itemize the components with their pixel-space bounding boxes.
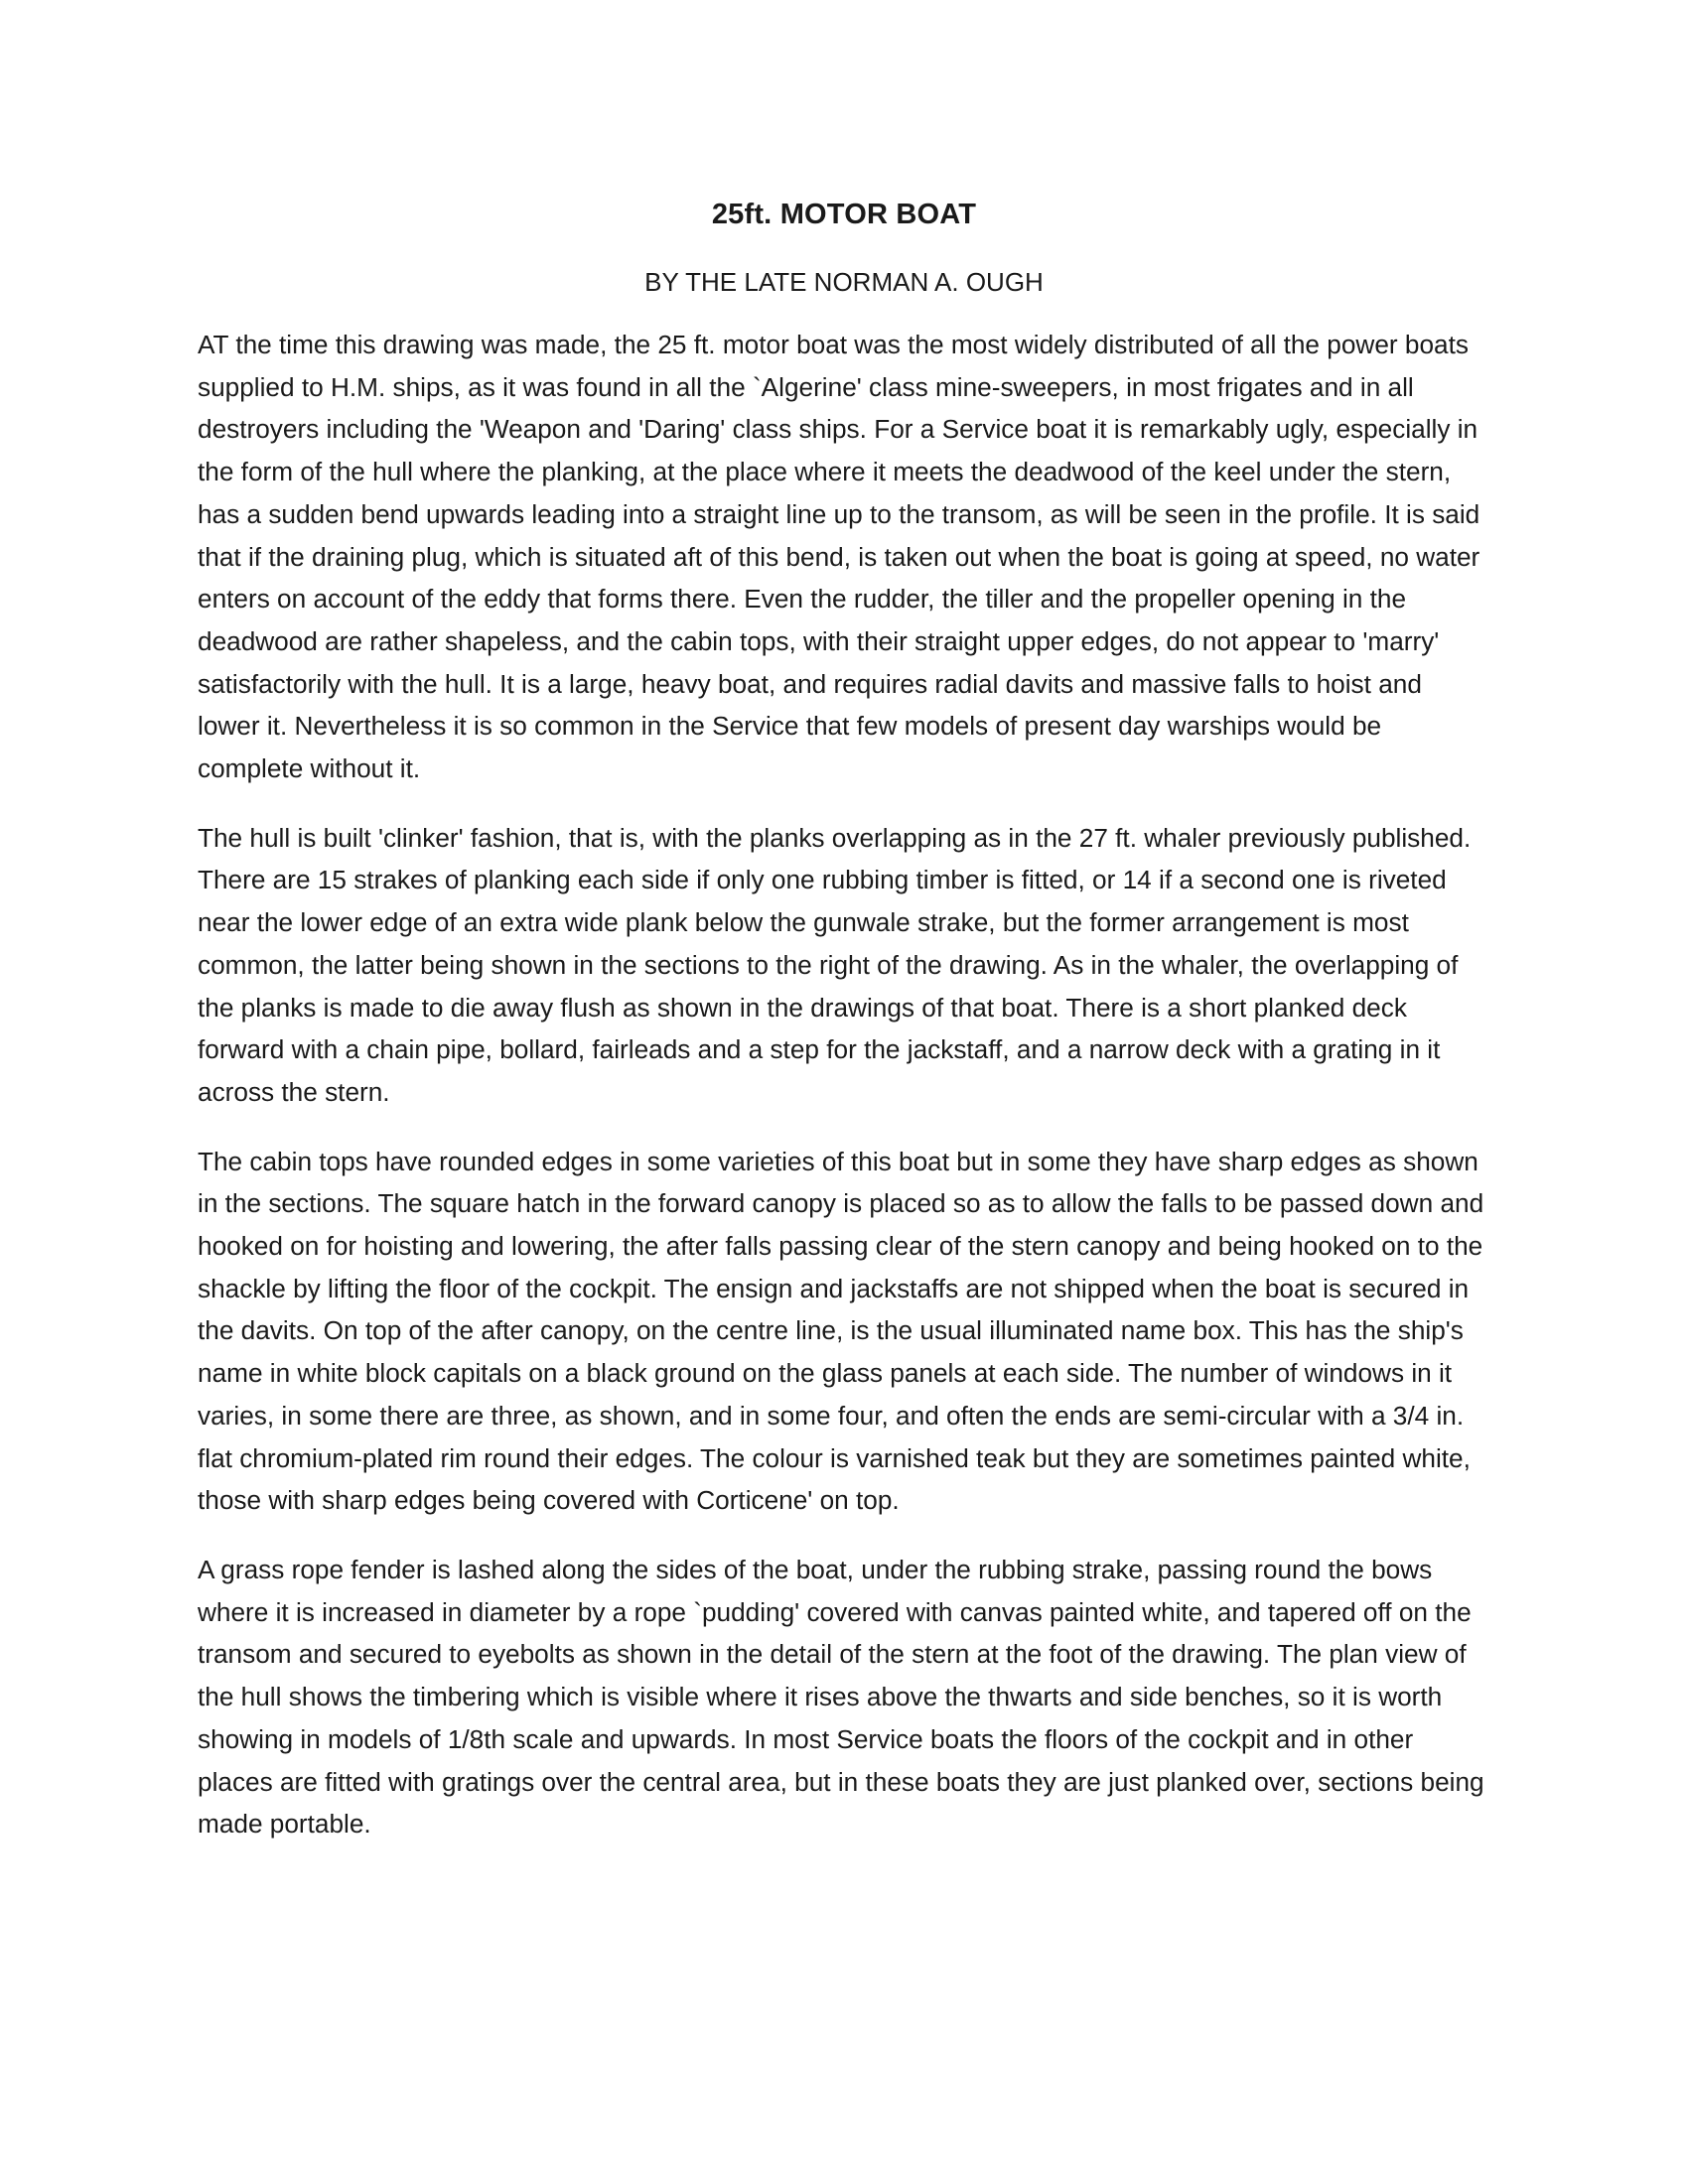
document-byline: BY THE LATE NORMAN A. OUGH (644, 267, 1044, 297)
paragraph: AT the time this drawing was made, the 25 ft. motor boat was the most widely distributed of all the power boats supplied to H.M. ships, as it was found in all the `Algerine' class mine-sweepers, in most frigates and in all destroyers including the 'Weapon and 'Daring' class ships. For a Service boat it is remarkably ugly, especially in the form of the hull where the planking, at the place where it meets the deadwood of the keel under the stern, has a sudden bend upwards leading into a straight line up to the transom, as will be seen in the profile. It is said that if the draining plug, which is situated aft of this bend, is taken out when the boat is going at speed, no water enters on account of the eddy that forms there. Even the rudder, the tiller and the propeller opening in the deadwood are rather shapeless, and the cabin tops, with their straight upper edges, do not appear to 'marry' satisfactorily with the hull. It is a large, heavy boat, and requires radial davits and massive falls to hoist and lower it. Nevertheless it is so common in the Service that few models of present day warships would be complete without it. (198, 330, 1480, 784)
paragraph: The cabin tops have rounded edges in some varieties of this boat but in some they have sharp edges as shown in the sections. The square hatch in the forward canopy is placed so as to allow the falls to be passed down and hooked on for hoisting and lowering, the after falls passing clear of the stern canopy and being hooked on to the shackle by lifting the floor of the cockpit. The ensign and jackstaffs are not shipped when the boat is secured in the davits. On top of the after canopy, on the centre line, is the usual illuminated name box. This has the ship's name in white block capitals on a black ground on the glass panels at each side. The number of windows in it varies, in some there are three, as shown, and in some four, and often the ends are semi-circular with a 3/4 in. flat chromium-plated rim round their edges. The colour is varnished teak but they are sometimes painted white, those with sharp edges being covered with Corticene' on top. (198, 1146, 1484, 1516)
paragraph: A grass rope fender is lashed along the sides of the boat, under the rubbing strake, passing round the bows where it is increased in diameter by a rope `pudding' covered with canvas painted white, and tapered off on the transom and secured to eyebolts as shown in the detail of the stern at the foot of the drawing. The plan view of the hull shows the timbering which is visible where it rises above the thwarts and side benches, so it is worth showing in models of 1/8th scale and upwards. In most Service boats the floors of the cockpit and in other places are fitted with gratings over the central area, but in these boats they are just planked over, sections being made portable. (198, 1554, 1484, 1840)
document-title: 25ft. MOTOR BOAT (711, 199, 977, 230)
paragraph: The hull is built 'clinker' fashion, that is, with the planks overlapping as in the 27 ft. whaler previously published. There are 15 strakes of planking each side if only one rubbing timber is fitted, or 14 if a second one is riveted near the lower edge of an extra wide plank below the gunwale strake, but the former arrangement is most common, the latter being shown in the sections to the right of the drawing. As in the whaler, the overlapping of the planks is made to die away flush as shown in the drawings of that boat. There is a short planked deck forward with a chain pipe, bollard, fairleads and a step for the jackstaff, and a narrow deck with a grating in it across the stern. (198, 822, 1472, 1107)
document-body (198, 195, 1490, 1872)
